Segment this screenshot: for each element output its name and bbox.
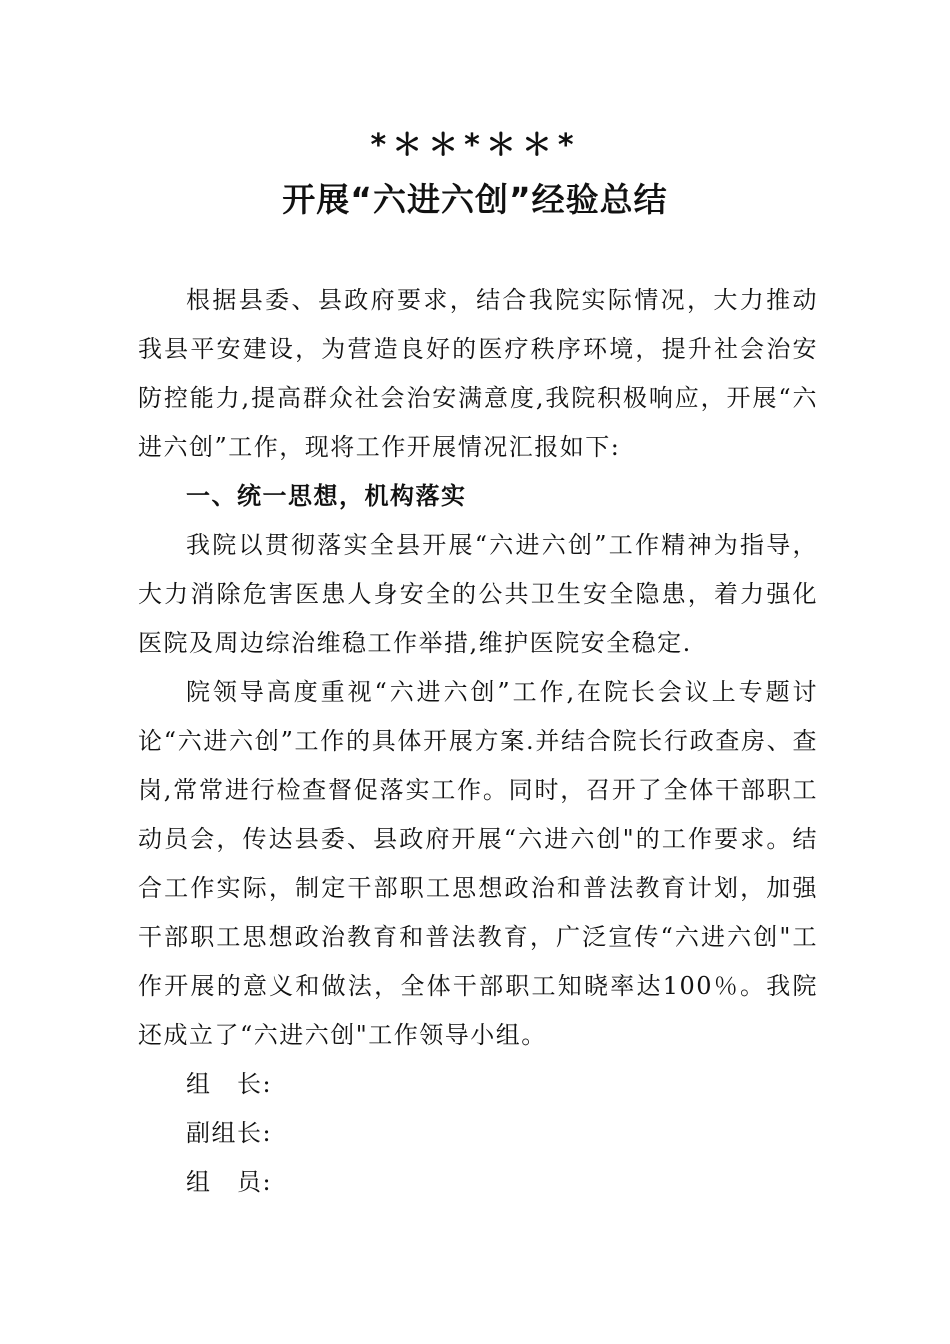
group-deputy-line: 副组长: bbox=[186, 1119, 273, 1147]
section-paragraph: 我院以贯彻落实全县开展“六进六创”工作精神为指导，大力消除危害医患人身安全的公共卫生安全隐患，着力强化医院及周边综治维稳工作举措,维护医院安全稳定. bbox=[138, 531, 818, 657]
header-stars: *＊＊*＊＊* bbox=[370, 128, 580, 163]
document-title: 开展“六进六创”经验总结 bbox=[282, 180, 668, 219]
group-leader-line: 组 长: bbox=[186, 1070, 273, 1098]
document-body bbox=[138, 276, 818, 1207]
group-member-line: 组 员: bbox=[186, 1168, 273, 1196]
section-heading: 一、统一思想，机构落实 bbox=[186, 482, 467, 510]
intro-paragraph: 根据县委、县政府要求，结合我院实际情况，大力推动我县平安建设，为营造良好的医疗秩序环境，提升社会治安防控能力,提高群众社会治安满意度,我院积极响应，开展“六进六创”工作，现将工作开展情况汇报如下: bbox=[138, 286, 818, 461]
section-paragraph: 院领导高度重视“六进六创”工作,在院长会议上专题讨论“六进六创”工作的具体开展方案.并结合院长行政查房、查岗,常常进行检查督促落实工作。同时，召开了全体干部职工动员会，传达县委、县政府开展“六进六创"的工作要求。结合工作实际，制定干部职工思想政治和普法教育计划，加强干部职工思想政治教育和普法教育，广泛宣传“六进六创"工作开展的意义和做法，全体干部职工知晓率达100％。我院还成立了“六进六创"工作领导小组。 bbox=[138, 678, 818, 1049]
